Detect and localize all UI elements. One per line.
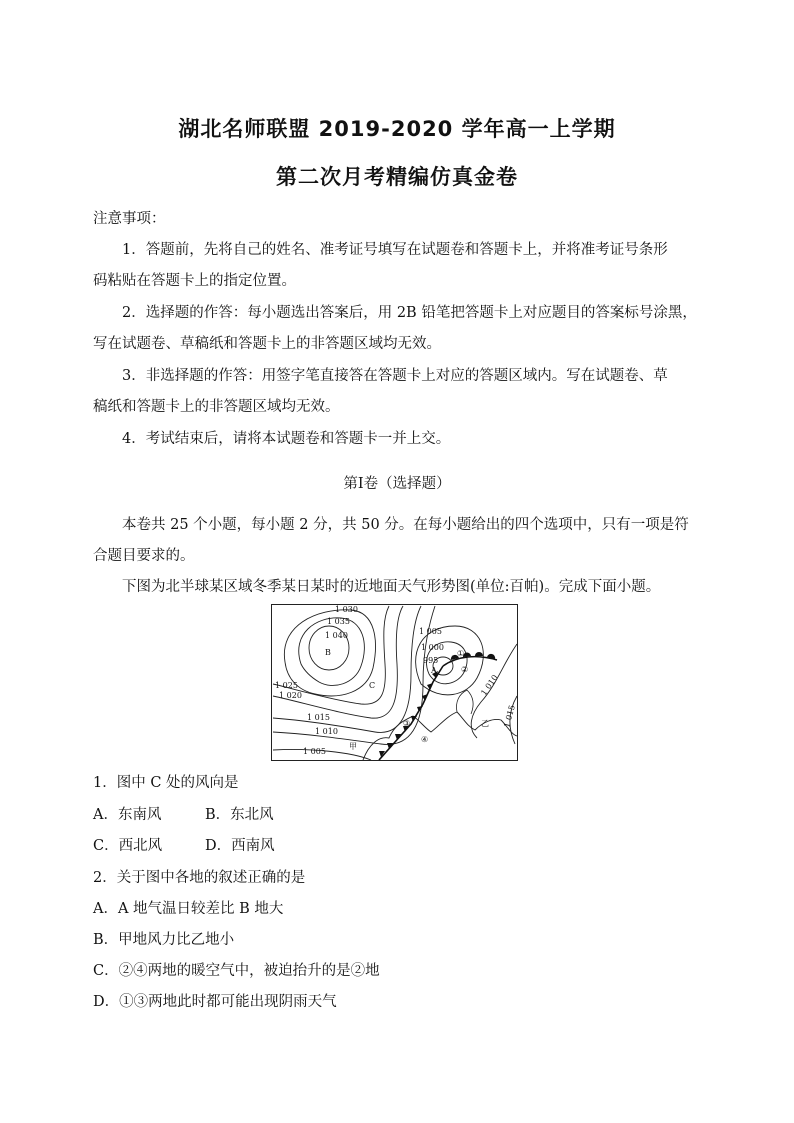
label-1010-right: 1 010 [479,673,500,698]
label-1015-left: 1 015 [307,713,330,722]
weather-map-figure [271,604,518,761]
question-2-stem: 2．关于图中各地的叙述正确的是 [93,870,306,886]
notice-item-2: 2．选择题的作答：每小题选出答案后，用 2B 铅笔把答题卡上对应题目的答案标号涂黑， [122,305,697,321]
label-circle-3: ③ [403,719,411,728]
label-circle-2: ② [461,665,469,674]
label-1010-left: 1 010 [315,727,338,736]
label-1025: 1 025 [275,681,298,690]
label-C: C [369,681,376,690]
label-1020: 1 020 [279,691,302,700]
question-1-option-b: B．东北风 [205,807,274,823]
label-yi: 乙 [481,719,489,728]
notice-item-1-cont: 码粘贴在答题卡上的指定位置。 [93,273,296,289]
figure-caption: 下图为北半球某区域冬季某日某时的近地面天气形势图(单位:百帕)。完成下面小题。 [122,579,661,595]
question-1-option-c: C．西北风 [93,838,163,854]
question-1-option-a: A．东南风 [93,807,162,823]
label-A: A [431,666,437,675]
label-1005-left: 1 005 [303,747,326,756]
label-1040: 1 040 [325,631,348,640]
label-1015-right: 1 015 [502,704,517,729]
label-1030: 1 030 [335,605,358,614]
question-1-option-d: D．西南风 [205,838,275,854]
section-intro-cont: 合题目要求的。 [93,548,195,564]
label-995: 995 [423,656,439,665]
label-jia: 甲 [349,742,357,751]
question-2-option-a: A．A 地气温日较差比 B 地大 [93,901,284,917]
notice-item-3-cont: 稿纸和答题卡上的非答题区域均无效。 [93,399,340,415]
notice-item-4: 4．考试结束后，请将本试题卷和答题卡一并上交。 [122,431,451,447]
notice-heading: 注意事项： [93,211,166,227]
weather-map [271,604,518,761]
label-1035: 1 035 [327,617,350,626]
question-2-option-c: C．②④两地的暖空气中，被迫抬升的是②地 [93,963,380,979]
exam-title-line2: 第二次月考精编仿真金卷 [276,165,518,189]
label-1005-right: 1 005 [419,627,442,636]
notice-item-3: 3．非选择题的作答：用签字笔直接答在答题卡上对应的答题区域内。写在试题卷、草 [122,368,668,384]
section-title: 第Ⅰ卷（选择题） [343,476,451,492]
question-1-stem: 1．图中 C 处的风向是 [93,775,239,791]
notice-item-1: 1．答题前，先将自己的姓名、准考证号填写在试题卷和答题卡上，并将准考证号条形 [122,242,668,258]
label-circle-1: ① [457,649,465,658]
question-2-option-b: B．甲地风力比乙地小 [93,932,235,948]
question-2-option-d: D．①③两地此时都可能出现阴雨天气 [93,994,337,1010]
notice-item-2-cont: 写在试题卷、草稿纸和答题卡上的非答题区域均无效。 [93,336,441,352]
label-circle-4: ④ [421,735,429,744]
exam-title-line1: 湖北名师联盟 2019-2020 学年高一上学期 [178,117,616,141]
label-B: B [325,648,331,657]
label-1000: 1 000 [421,643,444,652]
section-intro: 本卷共 25 个小题，每小题 2 分，共 50 分。在每小题给出的四个选项中，只有一项是符 [122,517,689,533]
